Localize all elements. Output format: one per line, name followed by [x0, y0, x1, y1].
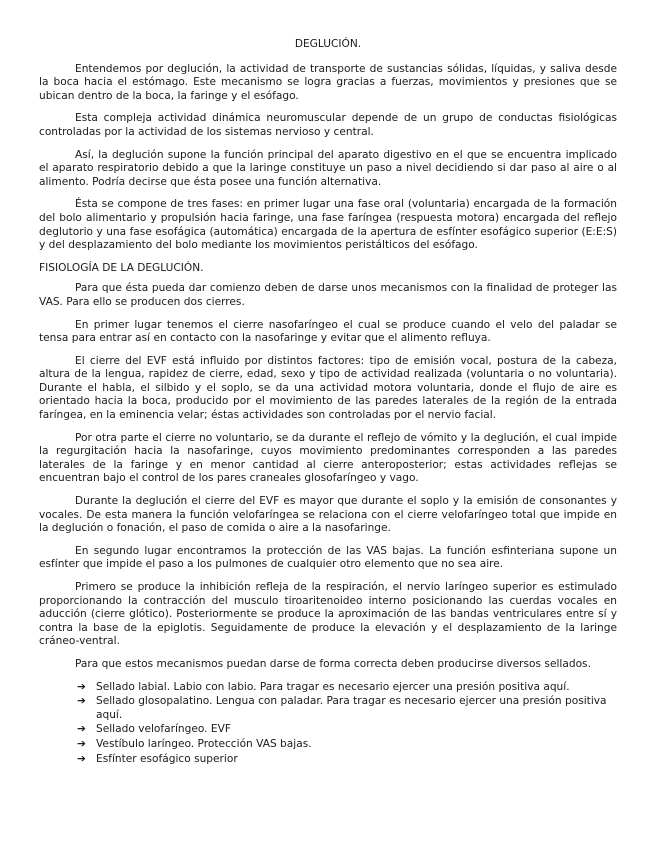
- list-item: [77, 753, 617, 767]
- paragraph: Así, la deglución supone la función principal del aparato digestivo en el que se encuentra implicado el aparato respiratorio debido a que la laringe constituye un paso a nivel decidiendo si dar paso al aire o al alimento. Podría decirse que ésta posee una función alternativa.: [39, 148, 617, 188]
- list-item-text: Sellado labial. Labio con labio. Para tragar es necesario ejercer una presión positiva aquí.: [96, 680, 570, 693]
- list-item: [77, 738, 617, 752]
- paragraph: Por otra parte el cierre no voluntario, se da durante el reflejo de vómito y la deglución, el cual impide la regurgitación hacia la nasofaringe, cuyos movimiento predominantes corresponden a las paredes laterales de la faringe y en menor cantidad al cierre anteroposterior; estas actividades reflejas se encuentran bajo el control de los pares craneales glosofaríngeo y vago.: [39, 431, 617, 485]
- paragraph: Para que estos mecanismos puedan darse de forma correcta deben producirse diversos sellados.: [75, 657, 591, 670]
- arrow-right-icon: ➔: [77, 752, 86, 765]
- paragraph: Entendemos por deglución, la actividad de transporte de sustancias sólidas, líquidas, y saliva desde la boca hacia el estómago. Este mecanismo se logra gracias a fuerzas, movimientos y presiones que se ubican dentro de la boca, la faringe y el esófago.: [39, 62, 617, 102]
- list-item-text: Sellado velofaríngeo. EVF: [96, 723, 231, 736]
- arrow-right-icon: ➔: [77, 695, 86, 708]
- sealing-list: [39, 681, 617, 767]
- arrow-right-icon: ➔: [77, 737, 86, 750]
- paragraph: En segundo lugar encontramos la protección de las VAS bajas. La función esfinteriana supone un esfínter que impide el paso a los pulmones de cualquier otro elemento que no sea aire.: [39, 544, 617, 571]
- arrow-right-icon: ➔: [77, 723, 86, 736]
- arrow-right-icon: ➔: [77, 680, 86, 693]
- document-title: DEGLUCIÓN.: [294, 38, 362, 50]
- list-item: [77, 723, 617, 737]
- list-item-text: Sellado glosopalatino. Lengua con paladar. Para tragar es necesario ejercer una presión positiva aquí.: [96, 695, 607, 721]
- paragraph: Esta compleja actividad dinámica neuromuscular depende de un grupo de conductas fisiológicas controladas por la actividad de los sistemas nervioso y central.: [39, 112, 617, 138]
- paragraph: En primer lugar tenemos el cierre nasofaríngeo el cual se produce cuando el velo del paladar se tensa para entrar así en contacto con la nasofaringe y evitar que el alimento refluya.: [39, 318, 617, 345]
- list-item-text: Esfínter esofágico superior: [96, 752, 238, 765]
- list-item-text: Vestíbulo laríngeo. Protección VAS bajas.: [96, 737, 312, 750]
- section-heading: FISIOLOGÍA DE LA DEGLUCIÓN.: [39, 261, 204, 274]
- document-page: [39, 38, 617, 767]
- list-item: [77, 695, 617, 722]
- paragraph: El cierre del EVF está influido por distintos factores: tipo de emisión vocal, postura de la cabeza, altura de la lengua, rapidez de cierre, edad, sexo y tipo de actividad realizada (voluntaria o no voluntaria). Durante el habla, el silbido y el soplo, se da una actividad motora voluntaria, donde el flujo de aire es orientado hacia la boca, producido por el movimiento de las paredes laterales de la región de la entrada faríngea, en la eminencia velar; éstas actividades son controladas por el nervio facial.: [39, 354, 617, 422]
- list-item: [77, 681, 617, 695]
- paragraph: Durante la deglución el cierre del EVF es mayor que durante el soplo y la emisión de consonantes y vocales. De esta manera la función velofaríngea se relaciona con el cierre velofaríngeo total que impide en la deglución o fonación, el paso de comida o aire a la nasofaringe.: [39, 495, 617, 535]
- paragraph: Primero se produce la inhibición refleja de la respiración, el nervio laríngeo superior es estimulado proporcionando la contracción del musculo tiroaritenoideo interno posicionando las cuerdas vocales en aducción (cierre glótico). Posteriormente se produce la aproximación de las bandas ventriculares entre sí y contra la base de la epiglotis. Seguidamente de produce la elevación y el desplazamiento de la laringe cráneo-ventral.: [39, 581, 617, 648]
- paragraph: Para que ésta pueda dar comienzo deben de darse unos mecanismos con la finalidad de proteger las VAS. Para ello se producen dos cierres.: [39, 282, 617, 308]
- paragraph: Ésta se compone de tres fases: en primer lugar una fase oral (voluntaria) encargada de la formación del bolo alimentario y propulsión hacia faringe, una fase faríngea (respuesta motora) encargada del reflejo deglutorio y una fase esofágica (automática) encargada de la apertura de esfínter esofágico superior (E:E:S) y del desplazamiento del bolo mediante los movimientos peristálticos del esófago.: [39, 198, 617, 252]
